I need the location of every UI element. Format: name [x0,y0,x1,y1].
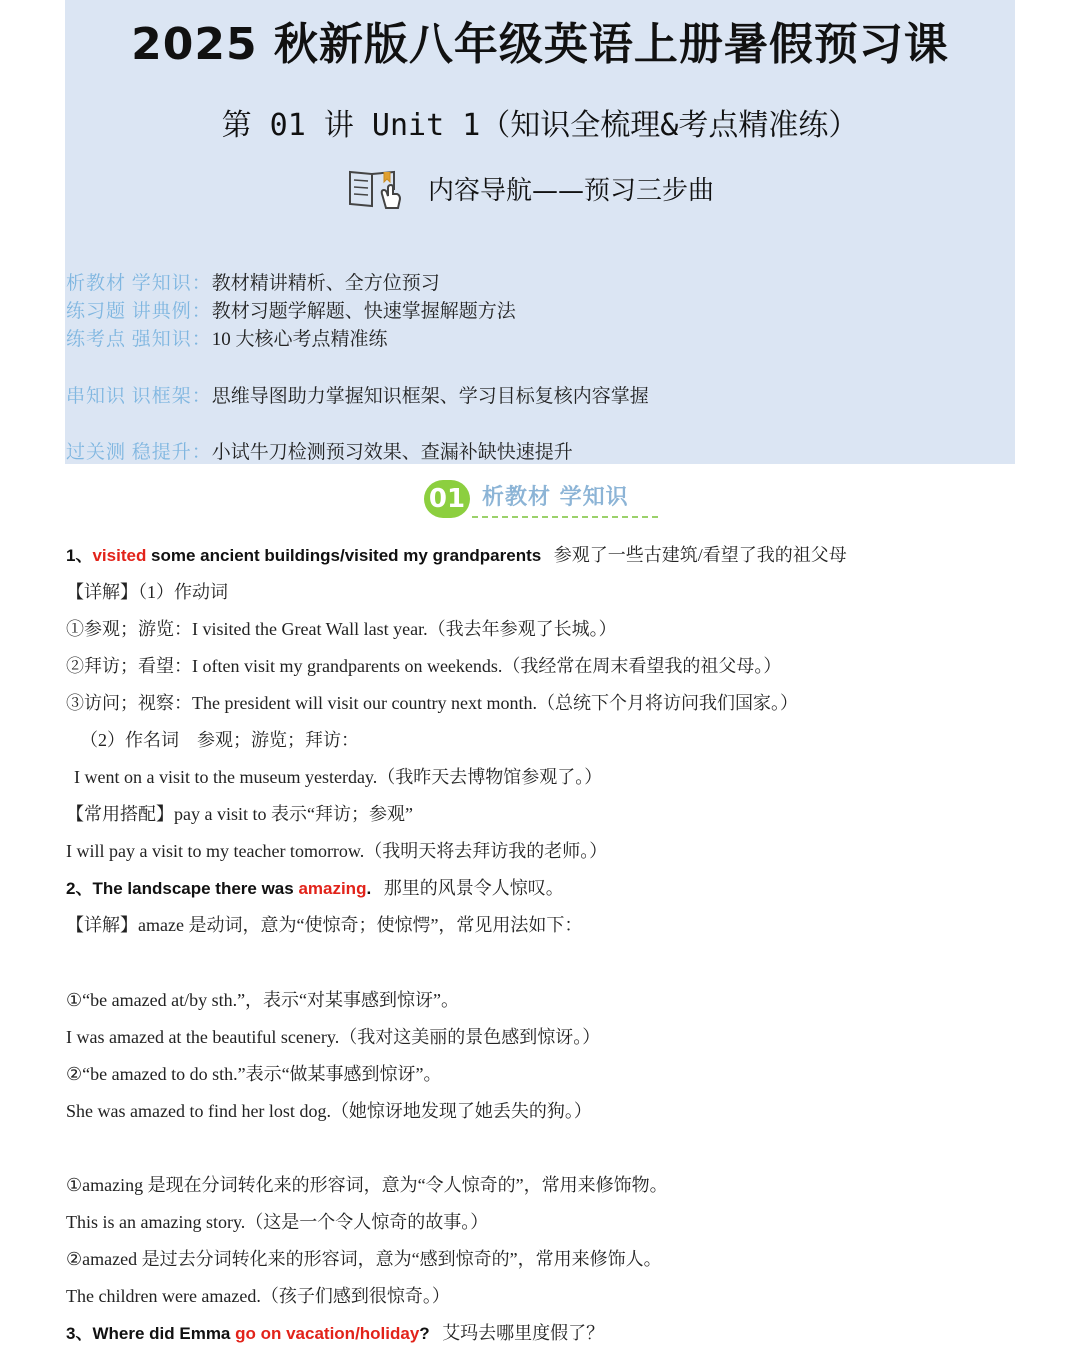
step-key: 练考点 强知识： [66,329,212,350]
text-line: ③访问；视察：The president will visit our country next month.（总统下个月将访问我们国家。） [66,693,798,713]
book-pointer-icon [346,162,404,214]
point-heading-3 [66,1319,604,1345]
text-line: ②拜访；看望：I often visit my grandparents on weekends.（我经常在周末看望我的祖父母。） [66,656,782,676]
step-row [66,324,388,352]
text-line: ②amazed 是过去分词转化来的形容词，意为“感到惊奇的”，常用来修饰人。 [66,1249,662,1269]
step-row [66,437,573,465]
step-value: 小试牛刀检测预习效果、查漏补缺快速提升 [211,442,573,463]
highlight-phrase: amazing [298,879,367,898]
text-line: The children were amazed.（孩子们感到很惊奇。） [66,1286,450,1306]
point-number: 3、 [66,1324,93,1343]
text-line: ①“be amazed at/by sth.”，表示“对某事感到惊讶”。 [66,990,460,1010]
step-value: 教材精讲精析、全方位预习 [211,273,440,294]
point-translation: 艾玛去哪里度假了？ [442,1323,605,1343]
text-line: ①参观；游览：I visited the Great Wall last year.（我去年参观了长城。） [66,619,617,639]
point-translation: 参观了一些古建筑/看望了我的祖父母 [553,545,847,565]
step-value: 思维导图助力掌握知识框架、学习目标复核内容掌握 [211,386,649,407]
point-translation: 那里的风景令人惊叹。 [383,878,564,898]
step-value: 10 大核心考点精准练 [211,329,388,350]
highlight-phrase: go on vacation/holiday [235,1324,420,1343]
lesson-subtitle: 第 01 讲 Unit 1（知识全梳理&考点精准练） [221,108,859,143]
text-line: ①amazing 是现在分词转化来的形容词，意为“令人惊奇的”，常用来修饰物。 [66,1175,668,1195]
point-phrase: some ancient buildings/visited my grandparents [146,546,542,565]
step-key: 串知识 识框架： [66,386,212,407]
step-row [66,296,516,324]
text-line: 【详解】amaze 是动词，意为“使惊奇；使惊愕”，常见用法如下： [66,915,583,935]
nav-title: 内容导航——预习三步曲 [428,176,715,206]
section-number-badge: 01 [424,480,470,518]
point-punct: ? [419,1324,430,1343]
point-phrase: Where did Emma [92,1324,236,1343]
text-line: （2）作名词 参观；游览；拜访： [80,730,359,750]
point-punct: . [366,879,372,898]
highlight-phrase: visited [92,546,147,565]
section-divider [472,516,658,518]
text-line: I went on a visit to the museum yesterday.（我昨天去博物馆参观了。） [74,767,603,787]
text-line: ②“be amazed to do sth.”表示“做某事感到惊讶”。 [66,1064,442,1084]
text-line: 【详解】（1）作动词 [66,582,228,602]
text-line: This is an amazing story.（这是一个令人惊奇的故事。） [66,1212,489,1232]
point-number: 1、 [66,546,93,565]
step-value: 教材习题学解题、快速掌握解题方法 [211,301,516,322]
point-heading-2 [66,874,564,900]
step-row [66,268,440,296]
text-line: 【常用搭配】pay a visit to 表示“拜访；参观” [66,804,413,824]
page-title: 2025 秋新版八年级英语上册暑假预习课 [131,19,949,70]
point-heading-1 [66,541,847,567]
point-number: 2、 [66,879,93,898]
text-line: She was amazed to find her lost dog.（她惊讶地发现了她丢失的狗。） [66,1101,592,1121]
step-key: 练习题 讲典例： [66,301,212,322]
step-key: 析教材 学知识： [66,273,212,294]
text-line: I was amazed at the beautiful scenery.（我对这美丽的景色感到惊讶。） [66,1027,601,1047]
section-heading [424,476,664,524]
point-phrase: The landscape there was [92,879,299,898]
step-key: 过关测 稳提升： [66,442,212,463]
text-line: I will pay a visit to my teacher tomorrow.（我明天将去拜访我的老师。） [66,841,608,861]
step-row [66,381,649,409]
section-title: 析教材 学知识 [482,485,629,510]
